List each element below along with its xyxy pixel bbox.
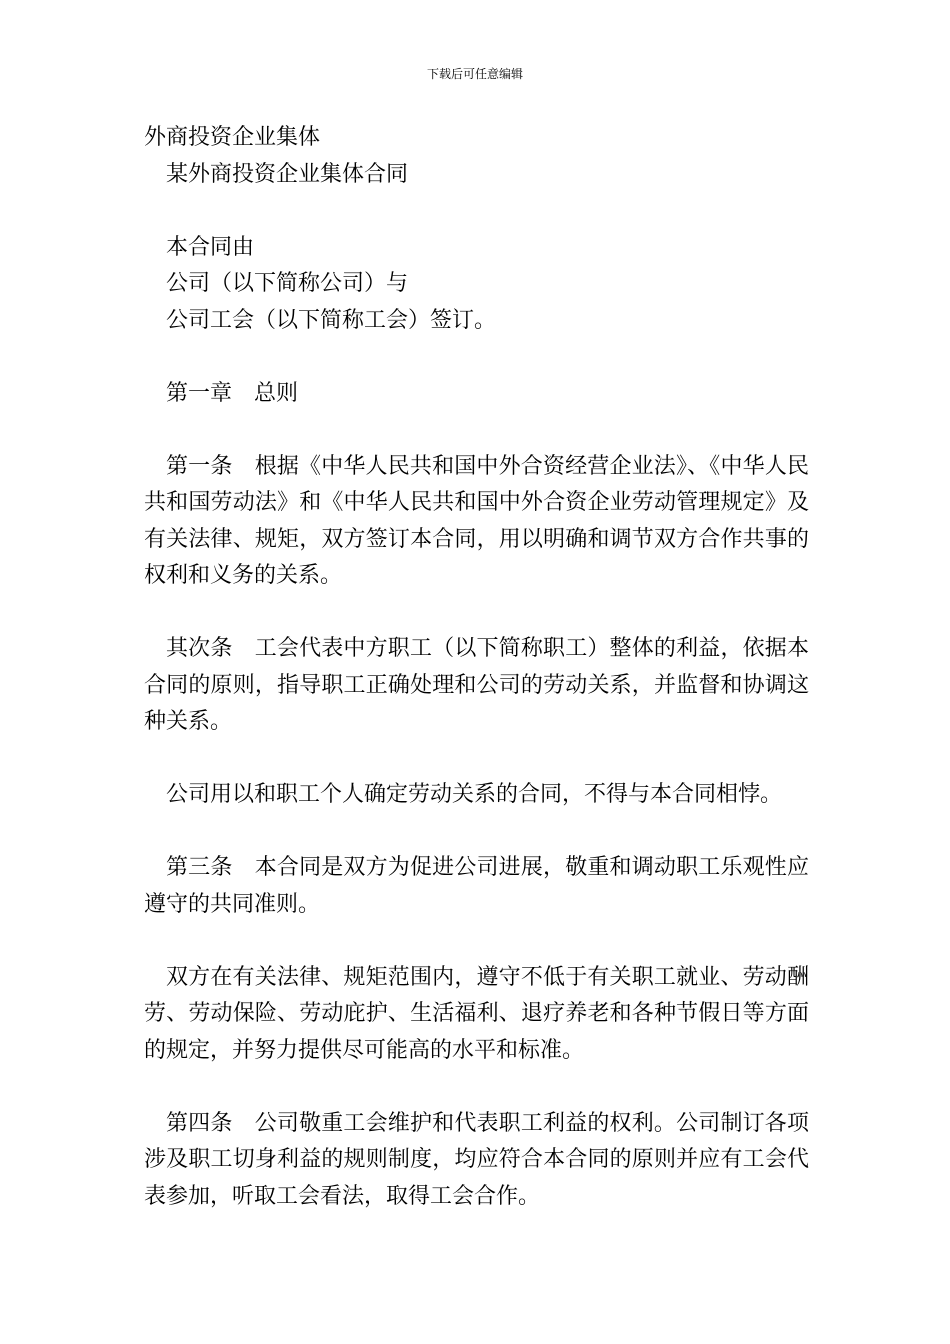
page-header-note: 下载后可任意编辑 [426, 67, 523, 81]
spacer [144, 412, 809, 449]
article-paragraph: 第四条 公司敬重工会维护和代表职工利益的权利。公司制订各项涉及职工切身利益的规则制度，均应符合本合同的原则并应有工会代表参加，听取工会看法，取得工会合作。 [144, 1110, 809, 1209]
spacer [144, 741, 809, 778]
article-paragraph: 公司用以和职工个人确定劳动关系的合同，不得与本合同相悖。 [166, 782, 783, 807]
article-paragraph: 其次条 工会代表中方职工（以下简称职工）整体的利益，依据本合同的原则，指导职工正确处理和公司的劳动关系，并监督和协调这种关系。 [144, 636, 809, 734]
article-paragraph: 双方在有关法律、规矩范围内，遵守不低于有关职工就业、劳动酬劳、劳动保险、劳动庇护、生活福利、退疗养老和各种节假日等方面的规定，并努力提供尽可能高的水平和标准。 [144, 964, 809, 1063]
spacer [144, 1069, 809, 1106]
document-subtitle: 某外商投资企业集体合同 [166, 161, 409, 187]
spacer [144, 814, 809, 851]
article-paragraph: 第三条 本合同是双方为促进公司进展，敬重和调动职工乐观性应遵守的共同准则。 [144, 855, 809, 917]
document-body [144, 120, 809, 1215]
intro-line: 公司（以下简称公司）与 [166, 271, 409, 296]
spacer [144, 193, 809, 230]
document-title: 外商投资企业集体 [144, 125, 321, 150]
intro-line: 公司工会（以下简称工会）签订。 [166, 307, 497, 333]
spacer [144, 923, 809, 960]
spacer [144, 339, 809, 376]
intro-line: 本合同由 [166, 234, 255, 260]
chapter-heading: 第一章 总则 [166, 380, 299, 406]
spacer [144, 595, 809, 632]
article-paragraph: 第一条 根据《中华人民共和国中外合资经营企业法》、《中华人民共和国劳动法》和《中华人民共和国中外合资企业劳动管理规定》及有关法律、规矩，双方签订本合同，用以明确和调节双方合作共事的权利和义务的关系。 [144, 453, 809, 588]
